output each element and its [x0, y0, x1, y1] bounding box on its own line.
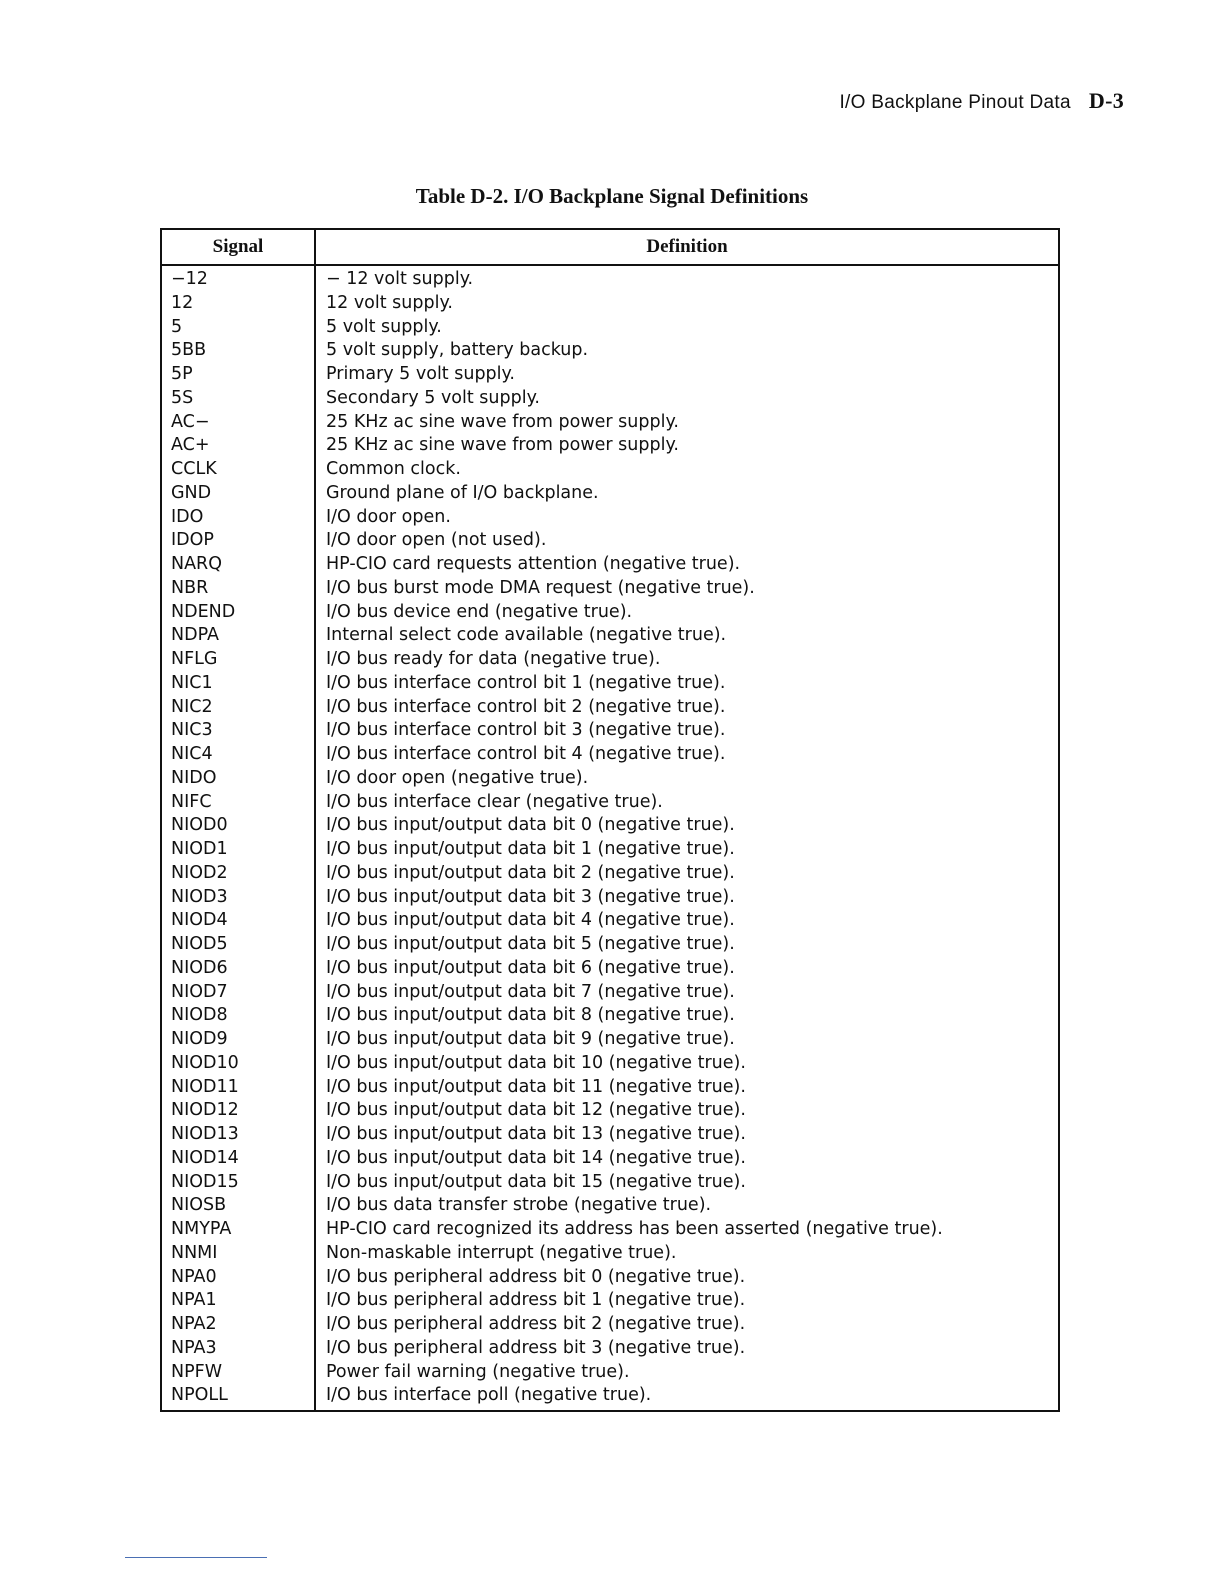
- signal-cell: NIOD12: [171, 1100, 239, 1121]
- definition-cell: I/O bus input/output data bit 0 (negative true).: [326, 815, 735, 836]
- signal-cell: NIOD0: [171, 815, 228, 836]
- definition-cell: HP-CIO card requests attention (negative true).: [326, 554, 741, 574]
- definition-cell: I/O bus input/output data bit 3 (negative true).: [326, 886, 735, 907]
- signal-cell: GND: [171, 482, 212, 503]
- table-row: [162, 767, 1058, 791]
- signal-cell: NIOD5: [171, 934, 228, 954]
- table-row: [162, 1052, 1058, 1076]
- signal-cell: 5: [171, 316, 183, 337]
- definition-cell: I/O bus peripheral address bit 2 (negative true).: [326, 1314, 746, 1334]
- definition-cell: I/O bus interface control bit 4 (negative true).: [326, 744, 726, 764]
- signal-cell: 5BB: [171, 340, 207, 361]
- page-number: D-3: [1088, 88, 1124, 113]
- definition-cell: I/O bus burst mode DMA request (negative true).: [326, 577, 755, 598]
- definition-cell: I/O bus interface control bit 1 (negative true).: [326, 672, 726, 693]
- signal-cell: IDO: [171, 506, 204, 527]
- signal-cell: NNMI: [171, 1242, 218, 1263]
- table-row: [162, 1361, 1058, 1385]
- table-row: [162, 1004, 1058, 1028]
- table-row: [162, 933, 1058, 957]
- definition-cell: I/O bus input/output data bit 15 (negative true).: [326, 1171, 746, 1192]
- signal-cell: NIDO: [171, 767, 217, 788]
- table-row: [162, 1123, 1058, 1147]
- table-row: [162, 506, 1058, 530]
- definition-cell: I/O bus interface clear (negative true).: [326, 791, 663, 812]
- table-row: [162, 1194, 1058, 1218]
- definition-cell: I/O bus interface control bit 3 (negative true).: [326, 720, 726, 741]
- table-row: [162, 719, 1058, 743]
- column-header-signal: Signal: [212, 236, 264, 257]
- signal-cell: NPOLL: [171, 1385, 228, 1406]
- signal-cell: NIOD4: [171, 910, 228, 931]
- definition-cell: I/O bus input/output data bit 4 (negative true).: [326, 910, 735, 931]
- table-row: [162, 482, 1058, 506]
- signal-cell: NPFW: [171, 1361, 223, 1382]
- table-row: [162, 1337, 1058, 1361]
- table-row: [162, 1076, 1058, 1100]
- table-row: [162, 743, 1058, 767]
- signal-cell: NIC4: [171, 744, 213, 764]
- table-row: [162, 268, 1058, 292]
- signal-cell: CCLK: [171, 459, 217, 479]
- table-row: [162, 458, 1058, 482]
- signal-cell: NARQ: [171, 554, 222, 574]
- definition-cell: − 12 volt supply.: [326, 269, 474, 289]
- definition-cell: I/O bus peripheral address bit 3 (negative true).: [326, 1337, 746, 1358]
- definition-cell: Primary 5 volt supply.: [326, 364, 515, 384]
- table-row: [162, 434, 1058, 458]
- definition-cell: I/O bus input/output data bit 6 (negative true).: [326, 957, 735, 978]
- definition-cell: I/O bus input/output data bit 2 (negative true).: [326, 862, 735, 883]
- column-header-definition: Definition: [646, 236, 728, 257]
- definition-cell: 5 volt supply.: [326, 316, 442, 337]
- definition-cell: 25 KHz ac sine wave from power supply.: [326, 435, 679, 456]
- definition-cell: I/O bus peripheral address bit 0 (negative true).: [326, 1266, 746, 1287]
- table-row: [162, 1242, 1058, 1266]
- definition-cell: I/O bus input/output data bit 5 (negative true).: [326, 934, 735, 954]
- table-row: [162, 1028, 1058, 1052]
- signal-cell: NIOD11: [171, 1076, 239, 1097]
- table-row: [162, 624, 1058, 648]
- signal-cell: NPA0: [171, 1266, 217, 1287]
- table-row: [162, 411, 1058, 435]
- table-title: Table D-2. I/O Backplane Signal Definitions: [415, 184, 809, 208]
- table-row: [162, 1266, 1058, 1290]
- table-row: [162, 1099, 1058, 1123]
- table-row: [162, 957, 1058, 981]
- definition-cell: I/O bus input/output data bit 8 (negative true).: [326, 1005, 735, 1026]
- definition-cell: I/O bus ready for data (negative true).: [326, 649, 661, 669]
- signal-cell: AC+: [171, 435, 210, 456]
- signal-cell: NIOSB: [171, 1195, 227, 1216]
- signal-cell: NIOD7: [171, 981, 228, 1002]
- signal-cell: NIOD10: [171, 1052, 239, 1073]
- table-row: [162, 1147, 1058, 1171]
- table-header-row: [162, 230, 1058, 266]
- definition-cell: Ground plane of I/O backplane.: [326, 482, 599, 503]
- signal-cell: NFLG: [171, 649, 218, 669]
- table-row: [162, 1289, 1058, 1313]
- table-row: [162, 363, 1058, 387]
- definition-cell: I/O bus input/output data bit 1 (negative true).: [326, 839, 735, 859]
- definition-cell: I/O bus input/output data bit 10 (negative true).: [326, 1052, 746, 1073]
- definition-cell: I/O bus data transfer strobe (negative true).: [326, 1195, 712, 1216]
- signal-cell: NIOD1: [171, 839, 228, 859]
- signal-cell: NPA2: [171, 1314, 217, 1334]
- table-row: [162, 696, 1058, 720]
- signal-cell: NIOD3: [171, 886, 228, 907]
- section-title: I/O Backplane Pinout Data: [839, 92, 1071, 113]
- footer-rule: [125, 1557, 267, 1558]
- table-row: [162, 601, 1058, 625]
- definition-cell: I/O bus peripheral address bit 1 (negative true).: [326, 1290, 746, 1311]
- definition-cell: I/O bus input/output data bit 12 (negative true).: [326, 1100, 746, 1121]
- table-body: [162, 268, 1058, 1408]
- signal-cell: NDPA: [171, 625, 219, 646]
- table-row: [162, 316, 1058, 340]
- definition-cell: 25 KHz ac sine wave from power supply.: [326, 411, 679, 432]
- definition-cell: Secondary 5 volt supply.: [326, 387, 540, 408]
- table-row: [162, 577, 1058, 601]
- signal-cell: NIC2: [171, 696, 213, 717]
- definition-cell: I/O door open (negative true).: [326, 767, 589, 788]
- table-row: [162, 1384, 1058, 1408]
- table-row: [162, 862, 1058, 886]
- table-row: [162, 529, 1058, 553]
- table-row: [162, 1218, 1058, 1242]
- signal-cell: NIFC: [171, 791, 212, 812]
- definition-cell: Power fail warning (negative true).: [326, 1361, 630, 1382]
- definition-cell: I/O bus input/output data bit 11 (negative true).: [326, 1076, 746, 1097]
- signal-cell: 5S: [171, 387, 194, 408]
- table-row: [162, 1171, 1058, 1195]
- signal-cell: NIOD6: [171, 957, 228, 978]
- table-row: [162, 553, 1058, 577]
- table-row: [162, 909, 1058, 933]
- signal-cell: NBR: [171, 577, 209, 598]
- signal-cell: NIOD2: [171, 862, 228, 883]
- signal-cell: IDOP: [171, 530, 214, 551]
- signal-cell: NIOD13: [171, 1124, 239, 1144]
- table-row: [162, 387, 1058, 411]
- table-row: [162, 339, 1058, 363]
- table-row: [162, 648, 1058, 672]
- signal-cell: NIC1: [171, 672, 213, 693]
- definition-cell: I/O door open (not used).: [326, 530, 547, 551]
- signal-cell: NPA1: [171, 1290, 217, 1311]
- signal-cell: NIOD8: [171, 1005, 228, 1026]
- signal-cell: NIC3: [171, 720, 213, 741]
- running-head: [839, 88, 1124, 114]
- definition-cell: I/O bus input/output data bit 7 (negative true).: [326, 981, 735, 1002]
- signal-definitions-table: [160, 228, 1060, 1412]
- table-row: [162, 292, 1058, 316]
- table-row: [162, 838, 1058, 862]
- signal-cell: NDEND: [171, 601, 236, 622]
- signal-cell: NPA3: [171, 1337, 217, 1358]
- definition-cell: I/O bus interface control bit 2 (negative true).: [326, 696, 726, 717]
- signal-cell: NIOD9: [171, 1029, 228, 1049]
- table-row: [162, 814, 1058, 838]
- table-row: [162, 1313, 1058, 1337]
- table-row: [162, 886, 1058, 910]
- definition-cell: 12 volt supply.: [326, 292, 453, 313]
- definition-cell: HP-CIO card recognized its address has been asserted (negative true).: [326, 1219, 943, 1239]
- definition-cell: 5 volt supply, battery backup.: [326, 340, 589, 361]
- definition-cell: Internal select code available (negative true).: [326, 625, 727, 646]
- signal-cell: −12: [171, 269, 208, 289]
- table-row: [162, 981, 1058, 1005]
- table-row: [162, 791, 1058, 815]
- definition-cell: Non-maskable interrupt (negative true).: [326, 1242, 677, 1263]
- definition-cell: I/O door open.: [326, 506, 451, 527]
- signal-cell: 5P: [171, 364, 193, 384]
- signal-cell: 12: [171, 292, 194, 313]
- definition-cell: I/O bus input/output data bit 14 (negative true).: [326, 1147, 746, 1168]
- table-row: [162, 672, 1058, 696]
- definition-cell: I/O bus device end (negative true).: [326, 601, 633, 622]
- definition-cell: Common clock.: [326, 459, 461, 479]
- definition-cell: I/O bus input/output data bit 9 (negative true).: [326, 1029, 735, 1049]
- signal-cell: NIOD15: [171, 1171, 239, 1192]
- definition-cell: I/O bus input/output data bit 13 (negative true).: [326, 1124, 746, 1144]
- signal-cell: AC−: [171, 411, 210, 432]
- definition-cell: I/O bus interface poll (negative true).: [326, 1385, 652, 1406]
- signal-cell: NMYPA: [171, 1219, 232, 1239]
- signal-cell: NIOD14: [171, 1147, 239, 1168]
